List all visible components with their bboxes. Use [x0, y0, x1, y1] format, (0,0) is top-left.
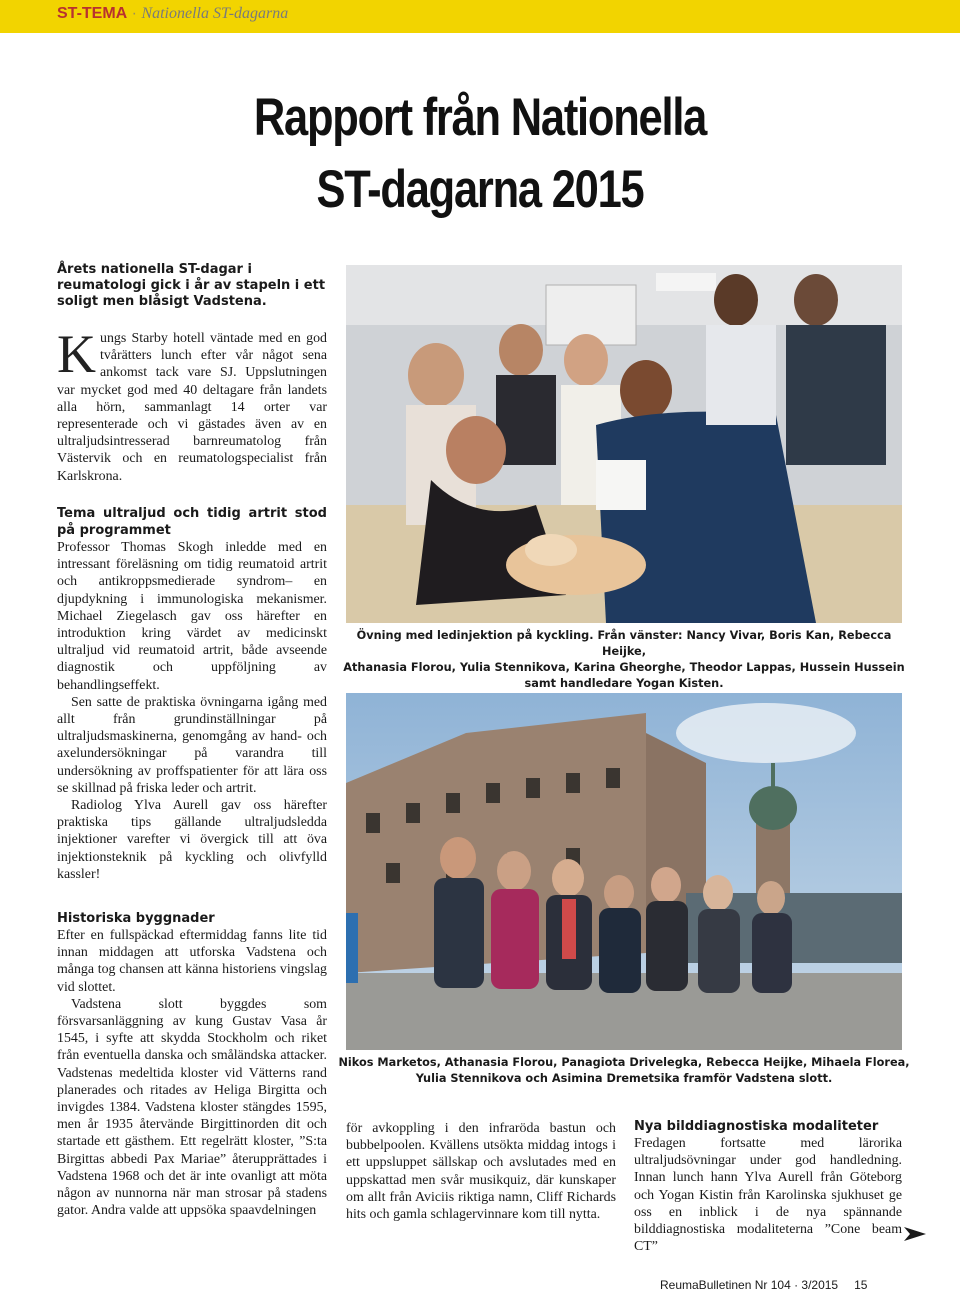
section-heading-modalities: Nya bilddiagnostiska modaliteter	[634, 1119, 879, 1134]
intro-text: ungs Starby hotell väntade med en god tvårätters lunch efter vår något sena ankomst tack vare SJ. Uppslutningen var mycket god med 40 deltagare från landets alla hörn, sammanlagt 14 orter var representerade och vi gästades även av en ultraljudsintresserad barnreumatolog från Västervik och en reumatologspecialist från Karlskrona.	[57, 331, 327, 484]
banner-separator: ·	[127, 5, 142, 22]
paragraph: Radiolog Ylva Aurell gav oss härefter praktiska tips gällande ultraljudsledda injektioner varefter vi övergick till att öva injektionsteknik på kyckling och olivfylld kassler!	[57, 798, 327, 882]
intro-paragraph	[57, 324, 327, 485]
page-footer	[660, 1278, 867, 1292]
caption-line: Athanasia Florou, Yulia Stennikova, Karina Gheorghe, Theodor Lappas, Hussein Hussein	[343, 661, 905, 674]
caption-line: samt handledare Yogan Kisten.	[524, 677, 724, 690]
article-title-line-1: Rapport från Nationella	[253, 88, 707, 147]
workshop-photo	[346, 265, 902, 623]
paragraph: Efter en fullspäckad eftermiddag fanns lite tid innan middagen att utforska Vadstena och många tog chansen att känna historiens vingslag vid slottet.	[57, 928, 327, 995]
section-heading-programme: Tema ultraljud och tidig artrit stod på programmet	[57, 506, 327, 538]
section-new-modalities	[634, 1118, 902, 1255]
paragraph: Fredagen fortsatte med lärorika ultraljudsövningar under god handledning. Innan lunch hann Ylva Aurell från Göteborg och Yogan Kistin från Karolinska sjukhuset ge oss en inblick i de nya spännande bilddiagnostiska modaliteterna ”Cone beam CT”	[634, 1136, 902, 1255]
page-number: 15	[854, 1278, 868, 1292]
paragraph: Sen satte de praktiska övningarna igång med allt från grundinställningar på ultraljudsmaskinerna, genomgång av hand- och axelundersökningar på varandra till undersökning av proffspatienter för att lära oss se skillnad på friska leder och artrit.	[57, 694, 327, 796]
continue-arrow-icon	[904, 1226, 926, 1247]
paragraph: Professor Thomas Skogh inledde med en intressant föreläsning om tidig reumatoid artrit och antikroppsmedierade syndrom– en djupdykning i immunologiska mekanismer. Michael Ziegelasch gav oss härefter en introduktion kring värdet av medicinskt ultraljud vid reumatoid artrit, både avseende diagnostik och uppföljning av behandlingseffekt.	[57, 540, 327, 693]
section-tag: ST-TEMA	[57, 5, 128, 22]
drop-cap: K	[57, 324, 96, 384]
section-heading-historic: Historiska byggnader	[57, 911, 215, 926]
caption-line: Yulia Stennikova och Asimina Dremetsika framför Vadstena slott.	[415, 1072, 833, 1085]
article-title-line-2: ST-dagarna 2015	[316, 160, 644, 219]
article-lead: Årets nationella ST-dagar i reumatologi gick i år av stapeln i ett soligt men blåsigt Vadstena.	[57, 262, 326, 309]
castle-group-photo	[346, 693, 902, 1050]
section-subtitle: Nationella ST-dagarna	[141, 5, 289, 22]
caption-line: Nikos Marketos, Athanasia Florou, Panagiota Drivelegka, Rebecca Heijke, Mihaela Florea,	[338, 1056, 910, 1069]
dinner-paragraph: för avkoppling i den infraröda bastun och bubbelpoolen. Kvällens utsökta middag intogs i ett uppsluppet sällskap och avslutades med en uppskattad men svår musikquiz, där kunskaper om allt från Aviciis riktiga namn, Cliff Richards hits och gamla schlagervinnare kom till nytta.	[346, 1121, 616, 1223]
section-programme	[57, 505, 327, 883]
caption-line: Övning med ledinjektion på kyckling. Från vänster: Nancy Vivar, Boris Kan, Rebecca Heijke,	[356, 629, 892, 658]
section-historic-buildings	[57, 910, 327, 1219]
paragraph: Vadstena slott byggdes som försvarsanläggning av kung Gustav Vasa år 1545, i syfte att skydda Stockholm och riket från eventuella danska och småländska attacker. Vadstenas medeltida kloster vid Vätterns rand planerades och ritades av Heliga Birgitta och invigdes 1384. Vadstena kloster stängdes 1595, men år 1935 återvände Birgittinorden dit och startade ett gästhem. Ett regelrätt kloster, ”S:ta Birgittas abbedi Pax Mariae” återupprättades i Vadstena 1968 och det är inte ovanligt att möta någon av nunnorna när man strosar på stadens gator. Andra valde att uppsöka spaavdelningen	[57, 996, 327, 1219]
caption-castle	[336, 1055, 912, 1087]
section-banner	[0, 0, 960, 33]
caption-workshop	[336, 628, 912, 692]
publication-info: ReumaBulletinen Nr 104 · 3/2015	[660, 1278, 839, 1292]
